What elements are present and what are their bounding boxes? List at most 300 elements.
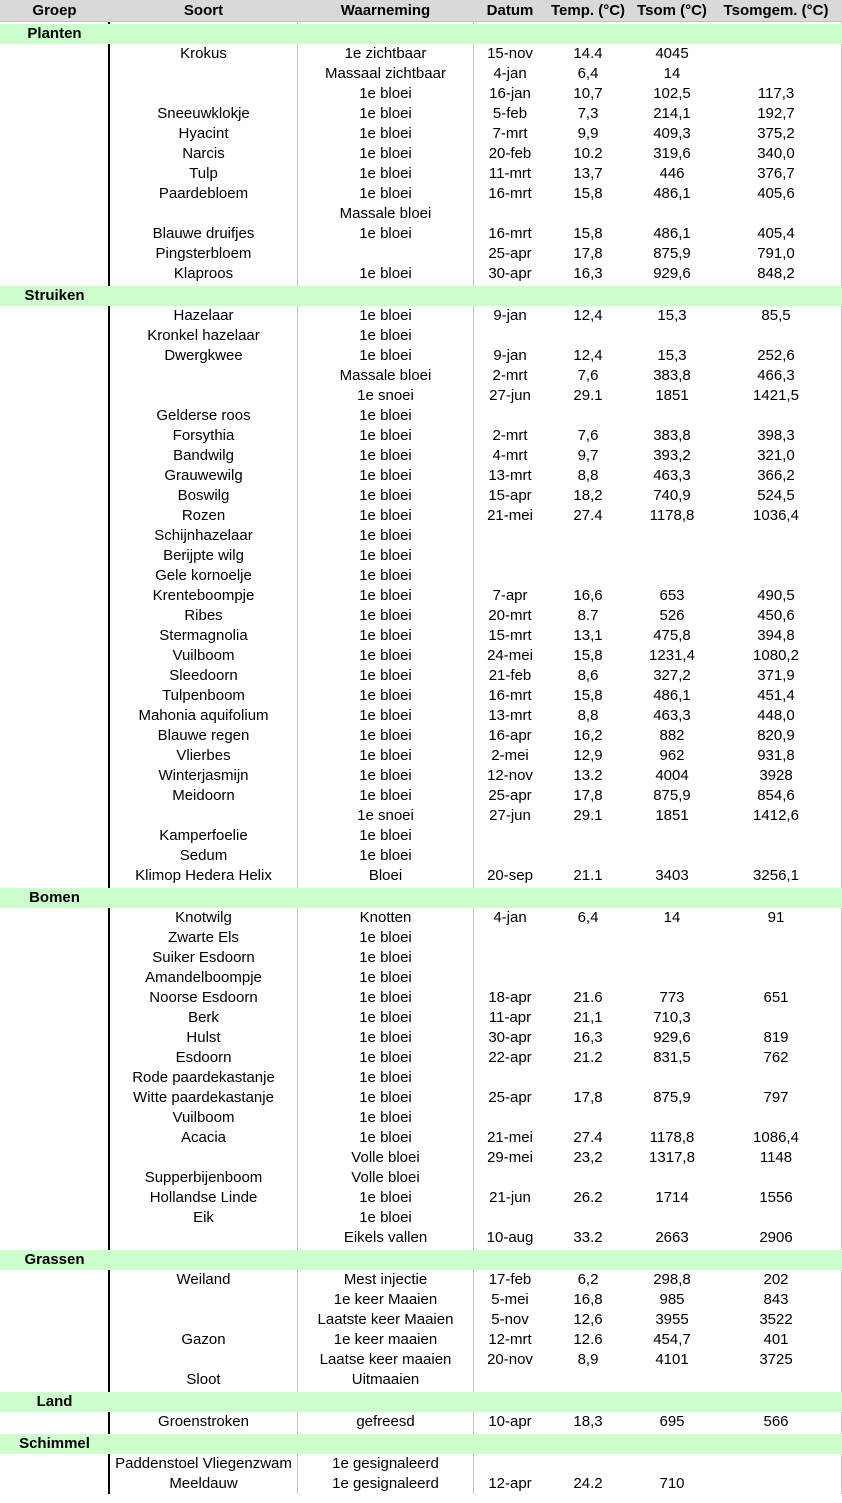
cell-waarneming[interactable]: 1e bloei	[359, 447, 412, 464]
cell-temp[interactable]: 24.2	[573, 1475, 603, 1492]
cell-waarneming[interactable]: Massaal zichtbaar	[325, 65, 446, 82]
cell-waarneming[interactable]: 1e bloei	[359, 1209, 412, 1226]
cell-soort[interactable]: Gele kornoelje	[155, 567, 252, 584]
cell-soort[interactable]: Meeldauw	[169, 1475, 238, 1492]
cell-datum[interactable]: 10-aug	[486, 1229, 534, 1246]
cell-temp[interactable]: 13.2	[573, 767, 603, 784]
cell-waarneming[interactable]: Massale bloei	[339, 205, 432, 222]
cell-tsom[interactable]: 446	[659, 165, 685, 182]
cell-tsomgem[interactable]: 405,4	[757, 225, 795, 242]
cell-tsomgem[interactable]: 340,0	[757, 145, 795, 162]
cell-waarneming[interactable]: 1e gesignaleerd	[332, 1455, 439, 1472]
cell-waarneming[interactable]: 1e keer maaien	[333, 1331, 438, 1348]
cell-tsom[interactable]: 875,9	[653, 787, 691, 804]
cell-datum[interactable]: 9-jan	[493, 347, 527, 364]
cell-datum[interactable]: 25-apr	[488, 787, 532, 804]
cell-tsomgem[interactable]: 375,2	[757, 125, 795, 142]
cell-datum[interactable]: 22-apr	[488, 1049, 532, 1066]
cell-soort[interactable]: Ribes	[184, 607, 223, 624]
cell-waarneming[interactable]: 1e bloei	[359, 487, 412, 504]
cell-soort[interactable]: Knotwilg	[175, 909, 232, 926]
cell-temp[interactable]: 12,4	[573, 307, 603, 324]
cell-soort[interactable]: Paddenstoel Vliegenzwam	[115, 1455, 292, 1472]
cell-soort[interactable]: Hyacint	[178, 125, 229, 142]
cell-tsom[interactable]: 875,9	[653, 245, 691, 262]
cell-datum[interactable]: 20-feb	[488, 145, 532, 162]
cell-datum[interactable]: 21-mei	[487, 507, 533, 524]
cell-waarneming[interactable]: Mest injectie	[343, 1271, 428, 1288]
cell-waarneming[interactable]: 1e bloei	[359, 587, 412, 604]
cell-waarneming[interactable]: Volle bloei	[351, 1149, 420, 1166]
cell-tsom[interactable]: 486,1	[653, 225, 691, 242]
cell-soort[interactable]: Sloot	[186, 1371, 221, 1388]
cell-temp[interactable]: 23,2	[573, 1149, 603, 1166]
cell-temp[interactable]: 10.2	[573, 145, 603, 162]
cell-tsom[interactable]: 3403	[655, 867, 689, 884]
cell-soort[interactable]: Kronkel hazelaar	[147, 327, 260, 344]
cell-datum[interactable]: 15-mrt	[488, 627, 532, 644]
cell-tsom[interactable]: 1851	[655, 387, 689, 404]
cell-temp[interactable]: 13,7	[573, 165, 603, 182]
group-label[interactable]: Planten	[27, 25, 82, 42]
cell-waarneming[interactable]: 1e zichtbaar	[344, 45, 427, 62]
cell-tsomgem[interactable]: 91	[767, 909, 785, 926]
cell-waarneming[interactable]: 1e bloei	[359, 347, 412, 364]
cell-temp[interactable]: 16,3	[573, 265, 603, 282]
cell-waarneming[interactable]: 1e bloei	[359, 1109, 412, 1126]
cell-tsomgem[interactable]: 490,5	[757, 587, 795, 604]
cell-tsomgem[interactable]: 762	[763, 1049, 789, 1066]
cell-tsom[interactable]: 4004	[655, 767, 689, 784]
cell-soort[interactable]: Boswilg	[177, 487, 230, 504]
cell-tsom[interactable]: 214,1	[653, 105, 691, 122]
cell-tsomgem[interactable]: 405,6	[757, 185, 795, 202]
cell-temp[interactable]: 12.6	[573, 1331, 603, 1348]
cell-waarneming[interactable]: Uitmaaien	[351, 1371, 420, 1388]
cell-datum[interactable]: 16-mrt	[488, 225, 532, 242]
cell-datum[interactable]: 12-mrt	[488, 1331, 532, 1348]
cell-waarneming[interactable]: 1e bloei	[359, 265, 412, 282]
cell-tsomgem[interactable]: 1556	[759, 1189, 793, 1206]
header-temp[interactable]: Temp. (°C)	[550, 2, 626, 19]
cell-tsomgem[interactable]: 401	[763, 1331, 789, 1348]
cell-soort[interactable]: Krokus	[180, 45, 227, 62]
cell-waarneming[interactable]: 1e bloei	[359, 989, 412, 1006]
cell-datum[interactable]: 11-apr	[488, 1009, 532, 1026]
cell-datum[interactable]: 27-jun	[489, 387, 531, 404]
cell-waarneming[interactable]: 1e bloei	[359, 407, 412, 424]
cell-temp[interactable]: 10,7	[573, 85, 603, 102]
cell-waarneming[interactable]: 1e bloei	[359, 969, 412, 986]
cell-waarneming[interactable]: 1e bloei	[359, 1089, 412, 1106]
cell-temp[interactable]: 21,1	[573, 1009, 603, 1026]
cell-tsomgem[interactable]: 819	[763, 1029, 789, 1046]
cell-soort[interactable]: Supperbijenboom	[144, 1169, 263, 1186]
cell-waarneming[interactable]: Laatse keer maaien	[319, 1351, 452, 1368]
group-label[interactable]: Grassen	[24, 1251, 85, 1268]
cell-temp[interactable]: 27.4	[573, 507, 603, 524]
cell-datum[interactable]: 30-apr	[488, 1029, 532, 1046]
cell-datum[interactable]: 4-jan	[493, 909, 527, 926]
cell-tsomgem[interactable]: 394,8	[757, 627, 795, 644]
cell-tsom[interactable]: 2663	[655, 1229, 689, 1246]
cell-waarneming[interactable]: 1e bloei	[359, 145, 412, 162]
cell-datum[interactable]: 27-jun	[489, 807, 531, 824]
cell-temp[interactable]: 18,2	[573, 487, 603, 504]
cell-tsom[interactable]: 882	[659, 727, 685, 744]
cell-waarneming[interactable]: 1e bloei	[359, 1069, 412, 1086]
cell-soort[interactable]: Rozen	[181, 507, 226, 524]
cell-waarneming[interactable]: Volle bloei	[351, 1169, 420, 1186]
cell-soort[interactable]: Esdoorn	[175, 1049, 232, 1066]
cell-temp[interactable]: 12,4	[573, 347, 603, 364]
cell-soort[interactable]: Berk	[188, 1009, 219, 1026]
cell-soort[interactable]: Sneeuwklokje	[157, 105, 250, 122]
cell-temp[interactable]: 8,8	[577, 467, 599, 484]
cell-tsomgem[interactable]: 466,3	[757, 367, 795, 384]
cell-tsom[interactable]: 653	[659, 587, 685, 604]
cell-tsomgem[interactable]: 85,5	[761, 307, 791, 324]
cell-datum[interactable]: 25-apr	[488, 245, 532, 262]
cell-soort[interactable]: Stermagnolia	[159, 627, 248, 644]
cell-tsom[interactable]: 929,6	[653, 1029, 691, 1046]
cell-datum[interactable]: 5-mei	[491, 1291, 529, 1308]
cell-tsom[interactable]: 327,2	[653, 667, 691, 684]
cell-waarneming[interactable]: 1e bloei	[359, 507, 412, 524]
cell-waarneming[interactable]: 1e bloei	[359, 847, 412, 864]
cell-waarneming[interactable]: 1e bloei	[359, 165, 412, 182]
cell-datum[interactable]: 4-mrt	[492, 447, 528, 464]
cell-waarneming[interactable]: 1e bloei	[359, 1049, 412, 1066]
cell-waarneming[interactable]: 1e bloei	[359, 85, 412, 102]
cell-temp[interactable]: 13,1	[573, 627, 603, 644]
cell-soort[interactable]: Blauwe druifjes	[152, 225, 255, 242]
cell-soort[interactable]: Vuilboom	[172, 647, 235, 664]
cell-tsom[interactable]: 15,3	[657, 307, 687, 324]
cell-tsom[interactable]: 393,2	[653, 447, 691, 464]
cell-tsom[interactable]: 14	[663, 909, 681, 926]
cell-temp[interactable]: 16,8	[573, 1291, 603, 1308]
header-datum[interactable]: Datum	[486, 2, 534, 19]
cell-temp[interactable]: 15,8	[573, 225, 603, 242]
cell-soort[interactable]: Krenteboompje	[152, 587, 255, 604]
cell-tsomgem[interactable]: 2906	[759, 1229, 793, 1246]
cell-datum[interactable]: 30-apr	[488, 265, 532, 282]
cell-datum[interactable]: 2-mrt	[492, 367, 528, 384]
group-label[interactable]: Schimmel	[19, 1435, 90, 1452]
cell-soort[interactable]: Tulpenboom	[162, 687, 245, 704]
cell-waarneming[interactable]: 1e bloei	[359, 307, 412, 324]
group-label[interactable]: Bomen	[29, 889, 80, 906]
cell-tsom[interactable]: 985	[659, 1291, 685, 1308]
cell-tsom[interactable]: 710,3	[653, 1009, 691, 1026]
cell-temp[interactable]: 8,6	[577, 667, 599, 684]
cell-waarneming[interactable]: 1e bloei	[359, 607, 412, 624]
cell-tsomgem[interactable]: 252,6	[757, 347, 795, 364]
cell-waarneming[interactable]: Bloei	[368, 867, 403, 884]
cell-tsomgem[interactable]: 651	[763, 989, 789, 1006]
cell-tsom[interactable]: 15,3	[657, 347, 687, 364]
cell-waarneming[interactable]: 1e bloei	[359, 467, 412, 484]
cell-temp[interactable]: 15,8	[573, 687, 603, 704]
cell-temp[interactable]: 7,3	[577, 105, 599, 122]
cell-temp[interactable]: 26.2	[573, 1189, 603, 1206]
cell-soort[interactable]: Hazelaar	[173, 307, 234, 324]
cell-waarneming[interactable]: 1e bloei	[359, 1029, 412, 1046]
cell-soort[interactable]: Vuilboom	[172, 1109, 235, 1126]
cell-tsomgem[interactable]: 820,9	[757, 727, 795, 744]
cell-temp[interactable]: 9,7	[577, 447, 599, 464]
cell-soort[interactable]: Schijnhazelaar	[154, 527, 253, 544]
cell-soort[interactable]: Sedum	[179, 847, 228, 864]
cell-soort[interactable]: Winterjasmijn	[158, 767, 249, 784]
cell-waarneming[interactable]: 1e bloei	[359, 1129, 412, 1146]
cell-temp[interactable]: 16,3	[573, 1029, 603, 1046]
cell-waarneming[interactable]: 1e bloei	[359, 567, 412, 584]
cell-datum[interactable]: 18-apr	[488, 989, 532, 1006]
cell-soort[interactable]: Gelderse roos	[156, 407, 251, 424]
cell-tsom[interactable]: 929,6	[653, 265, 691, 282]
cell-tsomgem[interactable]: 376,7	[757, 165, 795, 182]
cell-soort[interactable]: Blauwe regen	[157, 727, 250, 744]
cell-tsomgem[interactable]: 1086,4	[753, 1129, 799, 1146]
cell-tsomgem[interactable]: 366,2	[757, 467, 795, 484]
cell-tsom[interactable]: 695	[659, 1413, 685, 1430]
header-groep[interactable]: Groep	[32, 2, 77, 19]
cell-tsom[interactable]: 409,3	[653, 125, 691, 142]
cell-temp[interactable]: 29.1	[573, 807, 603, 824]
cell-datum[interactable]: 13-mrt	[488, 467, 532, 484]
cell-waarneming[interactable]: 1e bloei	[359, 949, 412, 966]
cell-temp[interactable]: 7,6	[577, 367, 599, 384]
cell-tsomgem[interactable]: 1080,2	[753, 647, 799, 664]
cell-datum[interactable]: 15-nov	[487, 45, 533, 62]
cell-tsomgem[interactable]: 843	[763, 1291, 789, 1308]
cell-temp[interactable]: 14.4	[573, 45, 603, 62]
cell-waarneming[interactable]: 1e snoei	[357, 807, 414, 824]
cell-tsom[interactable]: 4045	[655, 45, 689, 62]
cell-datum[interactable]: 15-apr	[488, 487, 532, 504]
cell-soort[interactable]: Noorse Esdoorn	[149, 989, 258, 1006]
cell-temp[interactable]: 21.6	[573, 989, 603, 1006]
cell-temp[interactable]: 21.2	[573, 1049, 603, 1066]
cell-tsomgem[interactable]: 321,0	[757, 447, 795, 464]
cell-temp[interactable]: 6,4	[577, 909, 599, 926]
header-tsom[interactable]: Tsom (°C)	[637, 2, 707, 19]
cell-soort[interactable]: Klimop Hedera Helix	[135, 867, 272, 884]
header-waarneming[interactable]: Waarneming	[340, 2, 431, 19]
cell-soort[interactable]: Hollandse Linde	[149, 1189, 258, 1206]
cell-tsom[interactable]: 319,6	[653, 145, 691, 162]
cell-temp[interactable]: 16,6	[573, 587, 603, 604]
cell-waarneming[interactable]: 1e bloei	[359, 727, 412, 744]
cell-datum[interactable]: 17-feb	[488, 1271, 532, 1288]
cell-datum[interactable]: 10-apr	[488, 1413, 532, 1430]
cell-tsomgem[interactable]: 451,4	[757, 687, 795, 704]
cell-temp[interactable]: 15,8	[573, 647, 603, 664]
cell-datum[interactable]: 21-feb	[488, 667, 532, 684]
cell-soort[interactable]: Bandwilg	[173, 447, 234, 464]
cell-waarneming[interactable]: 1e bloei	[359, 1009, 412, 1026]
cell-tsomgem[interactable]: 192,7	[757, 105, 795, 122]
cell-datum[interactable]: 20-nov	[487, 1351, 533, 1368]
cell-soort[interactable]: Zwarte Els	[168, 929, 239, 946]
cell-tsom[interactable]: 14	[663, 65, 681, 82]
cell-datum[interactable]: 7-mrt	[492, 125, 528, 142]
cell-tsom[interactable]: 526	[659, 607, 685, 624]
cell-soort[interactable]: Meidoorn	[172, 787, 235, 804]
cell-temp[interactable]: 7,6	[577, 427, 599, 444]
cell-tsomgem[interactable]: 202	[763, 1271, 789, 1288]
cell-tsom[interactable]: 1714	[655, 1189, 689, 1206]
cell-soort[interactable]: Kamperfoelie	[159, 827, 248, 844]
cell-soort[interactable]: Gazon	[181, 1331, 226, 1348]
cell-soort[interactable]: Mahonia aquifolium	[138, 707, 269, 724]
cell-waarneming[interactable]: 1e bloei	[359, 787, 412, 804]
cell-tsom[interactable]: 962	[659, 747, 685, 764]
header-soort[interactable]: Soort	[183, 2, 224, 19]
cell-tsomgem[interactable]: 524,5	[757, 487, 795, 504]
cell-waarneming[interactable]: 1e bloei	[359, 687, 412, 704]
cell-waarneming[interactable]: 1e bloei	[359, 627, 412, 644]
cell-tsom[interactable]: 298,8	[653, 1271, 691, 1288]
cell-temp[interactable]: 17,8	[573, 1089, 603, 1106]
cell-tsom[interactable]: 3955	[655, 1311, 689, 1328]
cell-datum[interactable]: 16-mrt	[488, 185, 532, 202]
cell-waarneming[interactable]: 1e keer Maaien	[333, 1291, 438, 1308]
cell-waarneming[interactable]: 1e bloei	[359, 747, 412, 764]
cell-soort[interactable]: Groenstroken	[158, 1413, 249, 1430]
cell-tsom[interactable]: 4101	[655, 1351, 689, 1368]
cell-tsom[interactable]: 463,3	[653, 467, 691, 484]
cell-tsomgem[interactable]: 3522	[759, 1311, 793, 1328]
cell-tsom[interactable]: 486,1	[653, 185, 691, 202]
cell-waarneming[interactable]: 1e bloei	[359, 547, 412, 564]
cell-tsomgem[interactable]: 797	[763, 1089, 789, 1106]
cell-datum[interactable]: 20-sep	[487, 867, 533, 884]
cell-soort[interactable]: Sleedoorn	[169, 667, 238, 684]
cell-tsomgem[interactable]: 1412,6	[753, 807, 799, 824]
cell-waarneming[interactable]: 1e bloei	[359, 767, 412, 784]
cell-waarneming[interactable]: 1e bloei	[359, 929, 412, 946]
cell-datum[interactable]: 29-mei	[487, 1149, 533, 1166]
cell-soort[interactable]: Dwergkwee	[164, 347, 243, 364]
cell-tsomgem[interactable]: 3725	[759, 1351, 793, 1368]
cell-tsom[interactable]: 383,8	[653, 367, 691, 384]
cell-tsomgem[interactable]: 3256,1	[753, 867, 799, 884]
cell-tsom[interactable]: 102,5	[653, 85, 691, 102]
cell-datum[interactable]: 4-jan	[493, 65, 527, 82]
cell-datum[interactable]: 25-apr	[488, 1089, 532, 1106]
cell-soort[interactable]: Eik	[193, 1209, 214, 1226]
cell-waarneming[interactable]: Massale bloei	[339, 367, 432, 384]
cell-waarneming[interactable]: 1e bloei	[359, 707, 412, 724]
cell-temp[interactable]: 27.4	[573, 1129, 603, 1146]
cell-soort[interactable]: Grauwewilg	[164, 467, 243, 484]
cell-waarneming[interactable]: 1e bloei	[359, 527, 412, 544]
cell-waarneming[interactable]: 1e bloei	[359, 1189, 412, 1206]
cell-waarneming[interactable]: 1e bloei	[359, 185, 412, 202]
cell-tsomgem[interactable]: 450,6	[757, 607, 795, 624]
cell-tsomgem[interactable]: 1036,4	[753, 507, 799, 524]
cell-tsom[interactable]: 463,3	[653, 707, 691, 724]
cell-soort[interactable]: Rode paardekastanje	[132, 1069, 275, 1086]
cell-datum[interactable]: 16-mrt	[488, 687, 532, 704]
cell-waarneming[interactable]: 1e bloei	[359, 225, 412, 242]
cell-tsomgem[interactable]: 854,6	[757, 787, 795, 804]
cell-waarneming[interactable]: 1e bloei	[359, 647, 412, 664]
cell-waarneming[interactable]: 1e bloei	[359, 105, 412, 122]
cell-datum[interactable]: 2-mei	[491, 747, 529, 764]
cell-datum[interactable]: 24-mei	[487, 647, 533, 664]
cell-temp[interactable]: 12,6	[573, 1311, 603, 1328]
cell-tsom[interactable]: 1317,8	[649, 1149, 695, 1166]
cell-temp[interactable]: 6,4	[577, 65, 599, 82]
cell-tsom[interactable]: 475,8	[653, 627, 691, 644]
cell-temp[interactable]: 16,2	[573, 727, 603, 744]
cell-tsom[interactable]: 740,9	[653, 487, 691, 504]
cell-tsom[interactable]: 1231,4	[649, 647, 695, 664]
cell-datum[interactable]: 12-apr	[488, 1475, 532, 1492]
cell-tsomgem[interactable]: 3928	[759, 767, 793, 784]
cell-waarneming[interactable]: 1e bloei	[359, 327, 412, 344]
cell-temp[interactable]: 33.2	[573, 1229, 603, 1246]
cell-datum[interactable]: 13-mrt	[488, 707, 532, 724]
cell-temp[interactable]: 8.7	[577, 607, 599, 624]
cell-datum[interactable]: 21-jun	[489, 1189, 531, 1206]
cell-soort[interactable]: Acacia	[180, 1129, 227, 1146]
cell-temp[interactable]: 29.1	[573, 387, 603, 404]
cell-waarneming[interactable]: Knotten	[359, 909, 412, 926]
cell-tsom[interactable]: 831,5	[653, 1049, 691, 1066]
cell-soort[interactable]: Hulst	[186, 1029, 221, 1046]
cell-tsomgem[interactable]: 117,3	[757, 85, 795, 102]
cell-temp[interactable]: 9,9	[577, 125, 599, 142]
cell-soort[interactable]: Vlierbes	[176, 747, 231, 764]
cell-datum[interactable]: 7-apr	[492, 587, 528, 604]
cell-temp[interactable]: 15,8	[573, 185, 603, 202]
cell-tsom[interactable]: 383,8	[653, 427, 691, 444]
cell-waarneming[interactable]: 1e gesignaleerd	[332, 1475, 439, 1492]
cell-tsomgem[interactable]: 848,2	[757, 265, 795, 282]
cell-waarneming[interactable]: 1e bloei	[359, 125, 412, 142]
cell-datum[interactable]: 5-nov	[491, 1311, 529, 1328]
cell-waarneming[interactable]: 1e bloei	[359, 827, 412, 844]
cell-waarneming[interactable]: 1e snoei	[357, 387, 414, 404]
cell-tsomgem[interactable]: 1148	[759, 1149, 793, 1166]
cell-tsom[interactable]: 486,1	[653, 687, 691, 704]
cell-datum[interactable]: 16-apr	[488, 727, 532, 744]
cell-tsom[interactable]: 710	[659, 1475, 685, 1492]
cell-temp[interactable]: 12,9	[573, 747, 603, 764]
cell-datum[interactable]: 12-nov	[487, 767, 533, 784]
cell-soort[interactable]: Klaproos	[173, 265, 234, 282]
cell-waarneming[interactable]: 1e bloei	[359, 667, 412, 684]
cell-waarneming[interactable]: Laatste keer Maaien	[317, 1311, 454, 1328]
cell-temp[interactable]: 8,8	[577, 707, 599, 724]
cell-tsom[interactable]: 454,7	[653, 1331, 691, 1348]
cell-tsomgem[interactable]: 1421,5	[753, 387, 799, 404]
cell-datum[interactable]: 20-mrt	[488, 607, 532, 624]
cell-soort[interactable]: Witte paardekastanje	[133, 1089, 274, 1106]
cell-soort[interactable]: Suiker Esdoorn	[152, 949, 255, 966]
cell-tsom[interactable]: 1851	[655, 807, 689, 824]
cell-tsom[interactable]: 1178,8	[649, 1129, 695, 1146]
cell-datum[interactable]: 9-jan	[493, 307, 527, 324]
cell-soort[interactable]: Narcis	[182, 145, 225, 162]
cell-soort[interactable]: Berijpte wilg	[163, 547, 244, 564]
cell-tsomgem[interactable]: 791,0	[757, 245, 795, 262]
